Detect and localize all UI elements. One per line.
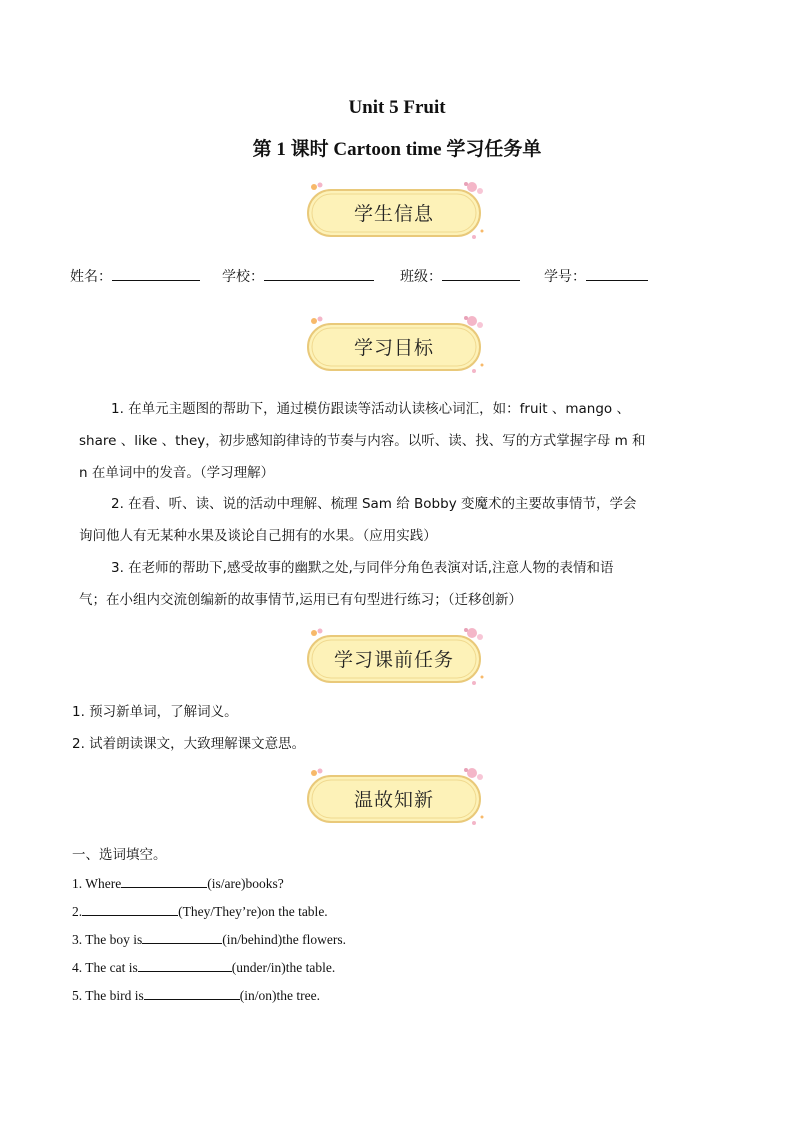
banner-student-info (300, 181, 488, 243)
banner-label: 学习目标 (353, 336, 434, 359)
school-blank[interactable] (264, 265, 374, 281)
exercise-prefix: 3. The boy is (72, 932, 143, 947)
exercise-suffix: (in/on)the tree. (239, 988, 320, 1003)
exercise-item-4 (72, 957, 335, 976)
pre-task-2: 2. 试着朗读课文，大致理解课文意思。 (72, 736, 306, 752)
banner-label: 学生信息 (353, 202, 434, 225)
name-field[interactable] (70, 265, 200, 286)
name-blank[interactable] (112, 265, 200, 281)
goal-1-line-3: n 在单词中的发音。（学习理解） (79, 465, 275, 481)
exercise-prefix: 1. Where (72, 876, 122, 891)
number-field[interactable] (544, 265, 648, 286)
exercise-item-2 (72, 901, 328, 920)
lesson-title: 第 1 课时 Cartoon time 学习任务单 (252, 139, 542, 160)
answer-blank[interactable] (82, 901, 178, 916)
class-blank[interactable] (442, 265, 520, 281)
banner-review (300, 767, 488, 829)
exercise-prefix: 5. The bird is (72, 988, 144, 1003)
banner-pre-class-tasks (300, 627, 488, 689)
goal-3-line-1: 3. 在老师的帮助下,感受故事的幽默之处,与同伴分角色表演对话,注意人物的表情和语 (111, 560, 614, 576)
exercise-suffix: (under/in)the table. (231, 960, 336, 975)
goal-3 (79, 552, 719, 616)
answer-blank[interactable] (138, 957, 232, 972)
goal-2 (79, 488, 719, 552)
goal-1 (79, 393, 719, 489)
school-field[interactable] (222, 265, 374, 286)
exercise-prefix: 4. The cat is (72, 960, 138, 975)
exercise-item-5 (72, 985, 320, 1004)
exercise-prefix: 2. (72, 904, 83, 919)
exercise-item-3 (72, 929, 346, 948)
exercise-suffix: (is/are)books? (207, 876, 284, 891)
name-label: 姓名： (70, 269, 112, 285)
school-label: 学校： (222, 269, 264, 285)
pre-task-1: 1. 预习新单词，了解词义。 (72, 704, 238, 720)
goal-2-line-2: 询问他人有无某种水果及谈论自己拥有的水果。（应用实践） (79, 528, 437, 544)
banner-label: 温故知新 (353, 788, 434, 811)
answer-blank[interactable] (142, 929, 222, 944)
review-heading: 一、选词填空。 (72, 847, 167, 863)
goal-3-line-2: 气；在小组内交流创编新的故事情节,运用已有句型进行练习；（迁移创新） (79, 592, 523, 608)
number-label: 学号： (544, 269, 586, 285)
answer-blank[interactable] (121, 873, 207, 888)
class-label: 班级： (400, 269, 442, 285)
banner-learning-goals (300, 315, 488, 377)
exercise-item-1 (72, 873, 284, 892)
banner-label: 学习课前任务 (333, 648, 454, 671)
goal-1-line-1: 1. 在单元主题图的帮助下，通过模仿跟读等活动认读核心词汇，如：fruit 、mango 、 (111, 401, 630, 417)
exercise-suffix: (in/behind)the flowers. (222, 932, 346, 947)
number-blank[interactable] (586, 265, 648, 281)
unit-title: Unit 5 Fruit (348, 97, 446, 118)
exercise-suffix: (They/They’re)on the table. (178, 904, 328, 919)
class-field[interactable] (400, 265, 520, 286)
goal-1-line-2: share 、like 、they，初步感知韵律诗的节奏与内容。以听、读、找、写的方式掌握字母 m 和 (79, 433, 646, 449)
goal-2-line-1: 2. 在看、听、读、说的活动中理解、梳理 Sam 给 Bobby 变魔术的主要故事情节，学会 (111, 496, 637, 512)
answer-blank[interactable] (144, 985, 240, 1000)
